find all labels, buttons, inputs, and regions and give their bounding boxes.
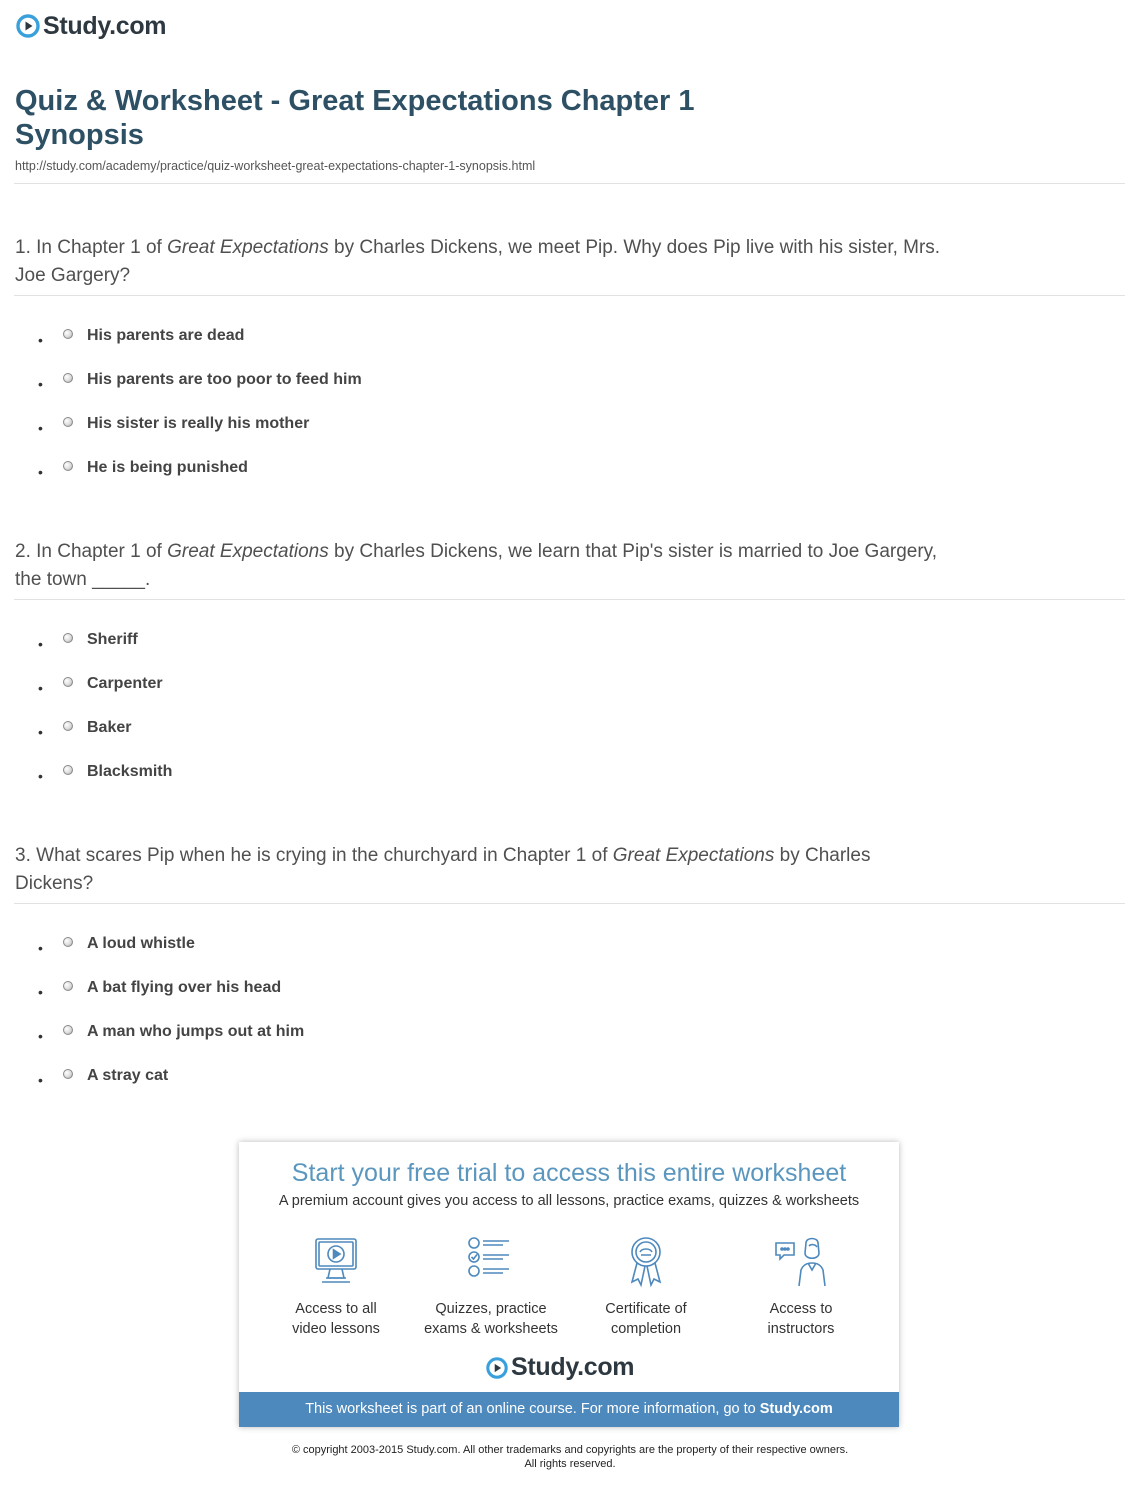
question-number: 1. — [15, 237, 31, 258]
question-text: What scares Pip when he is crying in the churchyard in Chapter 1 of — [36, 845, 608, 866]
bullet-icon: • — [38, 984, 43, 1000]
option-label[interactable]: Baker — [87, 719, 132, 736]
bullet-icon: • — [38, 376, 43, 392]
radio-button[interactable] — [63, 461, 73, 471]
checklist-icon — [463, 1234, 519, 1290]
radio-button[interactable] — [63, 1025, 73, 1035]
radio-button[interactable] — [63, 765, 73, 775]
option-label[interactable]: A stray cat — [87, 1067, 169, 1084]
radio-button[interactable] — [63, 981, 73, 991]
question-2 — [15, 538, 945, 594]
option-label[interactable]: Sheriff — [87, 631, 138, 648]
question-text: by Charles Dickens, we meet Pip. Why does Pip live with his sister, Mrs. Joe Gargery? — [15, 237, 941, 286]
bullet-icon: • — [38, 768, 43, 784]
question-1 — [15, 234, 945, 290]
question-number: 3. — [15, 845, 31, 866]
promo-heading[interactable]: Start your free trial to access this entire worksheet — [291, 1159, 847, 1187]
book-title: Great Expectations — [612, 845, 775, 866]
option-label[interactable]: His sister is really his mother — [87, 415, 310, 432]
question-3 — [15, 842, 945, 898]
divider — [14, 599, 1125, 600]
question-text: In Chapter 1 of — [36, 541, 162, 562]
option-label[interactable]: A bat flying over his head — [87, 979, 282, 996]
feature-label: Access to all video lessons — [292, 1301, 380, 1337]
feature-label: Access to instructors — [767, 1301, 835, 1337]
option-label[interactable]: A loud whistle — [87, 935, 195, 952]
certificate-ribbon-icon — [618, 1234, 674, 1290]
feature-video-lessons — [256, 1234, 416, 1339]
option-label[interactable]: He is being punished — [87, 459, 248, 476]
option-label[interactable]: His parents are dead — [87, 327, 245, 344]
page-title: Quiz & Worksheet - Great Expectations Chapter 1 Synopsis — [15, 85, 695, 151]
question-text: by Charles Dickens, we learn that Pip's sister is married to Joe Gargery, the town _____. — [15, 541, 938, 590]
divider — [14, 183, 1125, 184]
option-label[interactable]: Carpenter — [87, 675, 163, 692]
question-text: by Charles Dickens? — [15, 845, 871, 894]
radio-button[interactable] — [63, 937, 73, 947]
radio-button[interactable] — [63, 1069, 73, 1079]
video-lesson-icon — [308, 1234, 364, 1290]
logo-text: Study.com — [511, 1353, 635, 1381]
bullet-icon: • — [38, 464, 43, 480]
feature-label: Quizzes, practice exams & worksheets — [424, 1301, 558, 1337]
radio-button[interactable] — [63, 329, 73, 339]
play-circle-icon — [16, 14, 40, 38]
bullet-icon: • — [38, 420, 43, 436]
feature-instructors — [721, 1234, 881, 1339]
book-title: Great Expectations — [167, 237, 329, 258]
radio-button[interactable] — [63, 417, 73, 427]
question-text: In Chapter 1 of — [36, 237, 162, 258]
radio-button[interactable] — [63, 373, 73, 383]
option-label[interactable]: His parents are too poor to feed him — [87, 371, 362, 388]
divider — [14, 903, 1125, 904]
divider — [14, 295, 1125, 296]
feature-label: Certificate of completion — [605, 1301, 687, 1337]
bullet-icon: • — [38, 940, 43, 956]
question-number: 2. — [15, 541, 31, 562]
page-url: http://study.com/academy/practice/quiz-worksheet-great-expectations-chapter-1-synopsis.html — [15, 159, 536, 173]
book-title: Great Expectations — [167, 541, 329, 562]
bullet-icon: • — [38, 332, 43, 348]
free-trial-promo[interactable] — [239, 1142, 899, 1427]
copyright-notice: © copyright 2003-2015 Study.com. All other trademarks and copyrights are the property of their respective owners. All rights reserved. — [291, 1444, 849, 1470]
play-circle-icon — [486, 1357, 508, 1379]
banner-text: This worksheet is part of an online course. For more information, go to — [305, 1401, 756, 1417]
bullet-icon: • — [38, 1028, 43, 1044]
bullet-icon: • — [38, 636, 43, 652]
banner-link[interactable]: Study.com — [759, 1401, 833, 1417]
feature-quizzes — [411, 1234, 571, 1339]
radio-button[interactable] — [63, 633, 73, 643]
option-label[interactable]: Blacksmith — [87, 763, 173, 780]
radio-button[interactable] — [63, 721, 73, 731]
bullet-icon: • — [38, 1072, 43, 1088]
logo-text: Study.com — [43, 11, 167, 40]
bullet-icon: • — [38, 680, 43, 696]
radio-button[interactable] — [63, 677, 73, 687]
bullet-icon: • — [38, 724, 43, 740]
promo-study-logo[interactable] — [486, 1353, 634, 1382]
instructor-chat-icon — [773, 1234, 829, 1290]
promo-subheading: A premium account gives you access to all lessons, practice exams, quizzes & worksheets — [278, 1193, 860, 1209]
course-info-banner — [239, 1392, 899, 1427]
feature-certificate — [566, 1234, 726, 1339]
study-logo[interactable] — [16, 10, 166, 42]
option-label[interactable]: A man who jumps out at him — [87, 1023, 305, 1040]
